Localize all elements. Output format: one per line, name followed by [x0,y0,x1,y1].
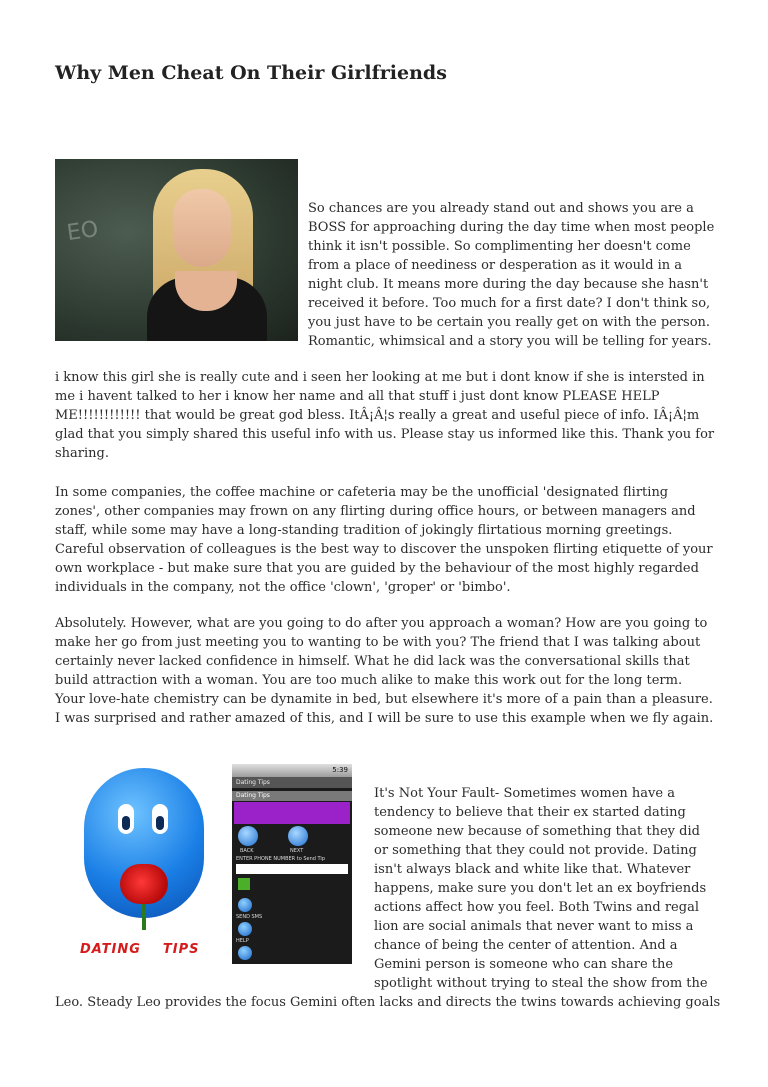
paragraph-boss-approach: So chances are you already stand out and shows you are a BOSS for approaching during the day time when most people think it isn't possible. So complimenting her doesn't come from a place of neediness or desperation as it would in a night club. It means more during the day because she hasn't received it before. Too much for a first date? I don't think so, you just have to be certain you really get on with the person. Romantic, whimsical and a story you will be telling for years. [308,201,715,349]
chalkboard-writing: EO [65,216,100,247]
page-title: Why Men Cheat On Their Girlfriends [55,62,447,84]
info-icon [238,946,252,960]
send-icon [238,898,252,912]
app-banner: Dating Tips [232,791,352,801]
woman-video-thumbnail [55,159,298,341]
paragraph-leo-gemini: Leo. Steady Leo provides the focus Gemini often lacks and directs the twins towards achieving goals [55,995,721,1010]
paragraph-girl-question: i know this girl she is really cute and i seen her looking at me but i dont know if she is intersted in me i havent talked to her i know her name and all that stuff i just dont know PLEASE HELP ME!!!!!!!!!!!! that would be great god bless. ItÂ¡Â¦s really a great and useful piece of info. IÂ¡Â¦m glad that you simply shared this useful info with us. Please stay us informed like this. Thank you for sharing. [55,370,715,461]
rose-icon [120,864,168,904]
paragraph-office-flirting: In some companies, the coffee machine or cafeteria may be the unofficial 'designated flirting zones', other companies may frown on any flirting during office hours, or between managers and staff, while some may have a long-standing tradition of jokingly flirtatious morning greetings. Careful observation of colleagues is the best way to discover the unspoken flirting etiquette of your own workplace - but make sure that you are guided by the behaviour of the most highly regarded individuals in the company, not the office 'clown', 'groper' or 'bimbo'. [55,485,713,595]
app-title-bar: Dating Tips [232,777,352,788]
next-arrow-icon [288,826,308,846]
emoji-caption: DATING TIPS [80,942,200,957]
dating-tips-emoji-image [80,764,208,964]
paragraph-approach-woman: Absolutely. However, what are you going to do after you approach a woman? How are you going to make her go from just meeting you to wanting to be with you? The friend that I was talking about certainly never lacked confidence in himself. What he did lack was the conversational skills that build attraction with a woman. You are too much alike to make this work out for the long term. Your love-hate chemistry can be dynamite in bed, but elsewhere it's more of a pain than a pleasure. I was surprised and rather amazed of this, and I will be sure to use this example when we fly again. [55,616,714,726]
paragraph-not-your-fault: It's Not Your Fault- Sometimes women have a tendency to believe that their ex started dating someone new because of something that they did or something that they could not provide. Dating isn't always black and white like that. Whatever happens, make sure you don't let an ex boyfriends actions affect how you feel. Both Twins and regal lion are social animals that never want to miss a chance of being the center of attention. And a Gemini person is someone who can share the spotlight without trying to steal the show from the [374,786,708,991]
checkbox-icon [238,878,250,890]
help-icon [238,922,252,936]
dating-tips-app-screenshot: 5:39 Dating Tips Dating Tips BACK NEXT ENTER PHONE NUMBER to Send Tip SEND SMS HELP [232,764,352,964]
phone-status-bar: 5:39 [232,764,352,777]
phone-number-field [236,864,348,874]
tip-text-box [234,802,350,824]
back-arrow-icon [238,826,258,846]
